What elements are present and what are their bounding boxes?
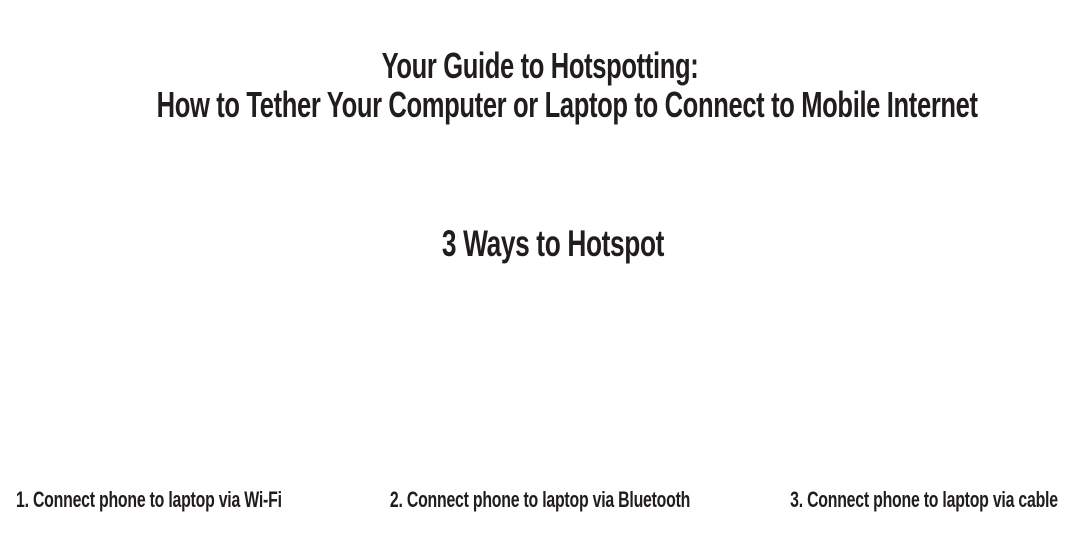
page-title xyxy=(156,45,978,125)
page-title-line-1: Your Guide to Hotspotting: xyxy=(381,45,699,86)
section-heading: 3 Ways to Hotspot xyxy=(441,223,665,264)
method-label-cable: 3. Connect phone to laptop via cable xyxy=(790,487,1058,512)
method-label-wifi: 1. Connect phone to laptop via Wi-Fi xyxy=(16,487,282,512)
method-label-bluetooth: 2. Connect phone to laptop via Bluetooth xyxy=(389,487,691,512)
page-title-line-2: How to Tether Your Computer or Laptop to Connect to Mobile Internet xyxy=(156,84,978,125)
